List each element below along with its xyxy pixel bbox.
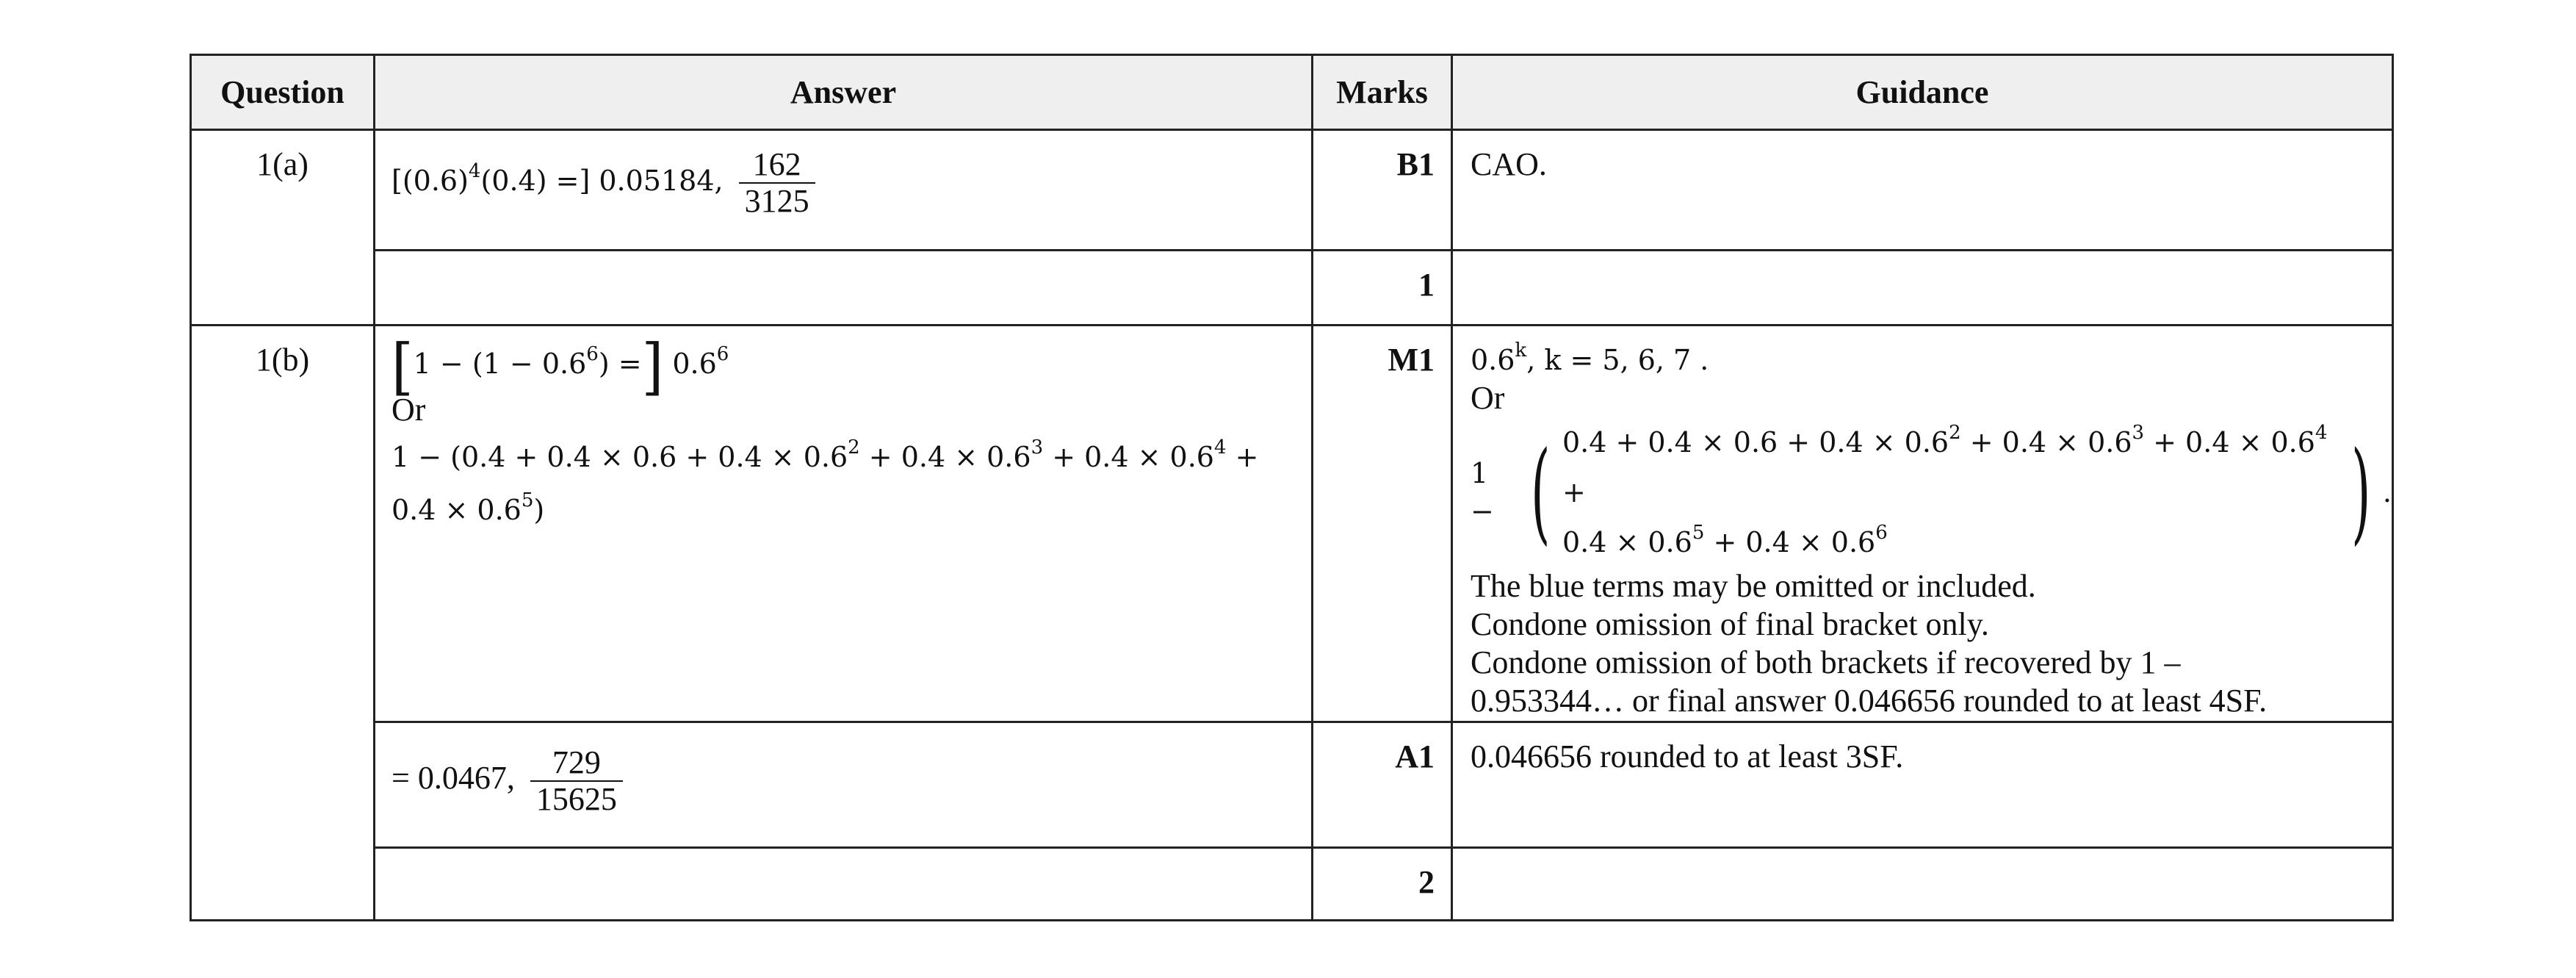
table-row (191, 326, 2393, 722)
guidance-cell-empty (1452, 251, 2393, 326)
answer-line-1: [$1 - (1 - 0.6^6)$ =] $0.6^6$ (392, 330, 729, 402)
guidance-line-1: 0.6$^k$, k = 5, 6, 7 . (1471, 339, 1709, 376)
guidance-text-2: Condone omission of final bracket only. (1471, 606, 1989, 642)
fraction-denominator: 15625 (535, 781, 617, 817)
question-label: 1(a) (191, 130, 375, 326)
header-question: Question (191, 55, 375, 130)
answer-cell-empty (375, 251, 1313, 326)
header-answer: Answer (375, 55, 1313, 130)
guidance-cell (1452, 326, 2393, 722)
answer-cell (375, 130, 1313, 251)
answer-cell (375, 722, 1313, 848)
answer-line-2: $1 - (0.4 + 0.4 \times 0.6 + 0.4 \times 0.6^2 + 0.4 \times 0.6^3 + 0.4 \times 0.6^4$ + (392, 436, 1259, 473)
question-label: 1(b) (191, 326, 375, 921)
guidance-cell-empty (1452, 848, 2393, 921)
guidance-text-1: The blue terms may be omitted or included. (1471, 568, 2036, 604)
mark-code: B1 (1313, 130, 1452, 251)
guidance-text: CAO. (1452, 130, 2393, 251)
guidance-text-3: Condone omission of both brackets if recovered by 1 – (1471, 644, 2181, 680)
answer-line-3: $0.4 \times 0.6^5$) (392, 489, 545, 526)
answer-cell-empty (375, 848, 1313, 921)
answer-or: Or (392, 391, 426, 428)
table-row (191, 722, 2393, 848)
answer-fraction (530, 745, 623, 817)
answer-text: [$(0.6)^4(0.4)$ =] 0.05184, (392, 160, 724, 198)
guidance-text-4: 0.953344… or final answer 0.046656 rounded to at least 4SF. (1471, 683, 2267, 719)
header-marks: Marks (1313, 55, 1452, 130)
guidance-text: 0.046656 rounded to at least 3SF. (1452, 722, 2393, 848)
table-row (191, 130, 2393, 251)
mark-scheme-table (190, 54, 2394, 921)
answer-fraction (739, 147, 815, 219)
mark-code: M1 (1313, 326, 1452, 722)
mark-code: A1 (1313, 722, 1452, 848)
header-guidance: Guidance (1452, 55, 2393, 130)
fraction-numerator: 162 (739, 147, 815, 184)
guidance-bracket-expression: 1 − ( $0.4 + 0.4 \times 0.6 + 0.4 \times 0.6^2 + 0.4 \times 0.6^3 + 0.4 \times 0.6^4$ + $0.4 \times 0.6^5 + 0.4 \times 0.6^6$ ) . (1471, 422, 2392, 558)
fraction-denominator: 3125 (744, 183, 809, 219)
table-row (191, 848, 2393, 921)
mark-total: 1 (1313, 251, 1452, 326)
header-row (191, 55, 2393, 130)
table-row (191, 251, 2393, 326)
answer-text: = 0.0467, (392, 760, 515, 797)
answer-cell (375, 326, 1313, 722)
guidance-or: Or (1471, 380, 1505, 416)
mark-total: 2 (1313, 848, 1452, 921)
fraction-numerator: 729 (530, 745, 623, 782)
